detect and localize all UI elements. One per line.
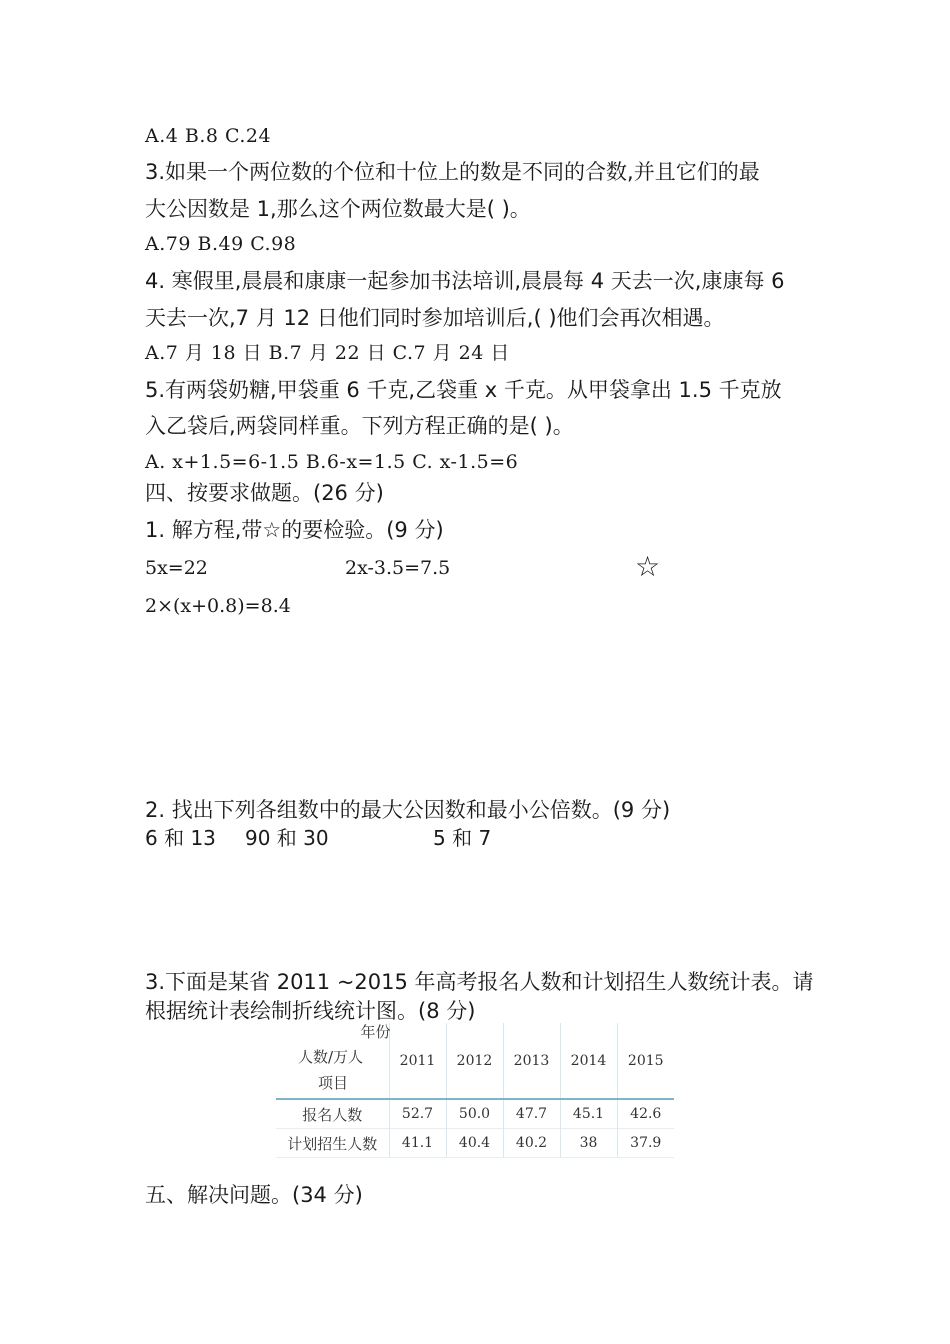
year-header-cell: 2012 xyxy=(446,1023,503,1099)
table-cell: 38 xyxy=(560,1129,617,1158)
table-cell: 42.6 xyxy=(617,1099,674,1129)
q5-options: A. x+1.5=6-1.5 B.6-x=1.5 C. x-1.5=6 xyxy=(145,451,519,473)
row-label: 报名人数 xyxy=(276,1099,389,1129)
year-header-cell: 2011 xyxy=(389,1023,446,1099)
table-corner-cell xyxy=(276,1023,389,1099)
table-cell: 45.1 xyxy=(560,1099,617,1129)
section4-part2-title: 2. 找出下列各组数中的最大公因数和最小公倍数。(9 分) xyxy=(145,798,671,822)
number-pair-3: 5 和 7 xyxy=(433,826,492,850)
number-pair-2: 90 和 30 xyxy=(245,826,329,850)
table-cell: 50.0 xyxy=(446,1099,503,1129)
star-icon: ☆ xyxy=(635,550,661,583)
q3-options: A.79 B.49 C.98 xyxy=(145,233,297,255)
q3-line2: 大公因数是 1,那么这个两位数最大是( )。 xyxy=(145,197,531,221)
table-cell: 47.7 xyxy=(503,1099,560,1129)
table-cell: 40.2 xyxy=(503,1129,560,1158)
q5-line1: 5.有两袋奶糖,甲袋重 6 千克,乙袋重 x 千克。从甲袋拿出 1.5 千克放 xyxy=(145,378,782,402)
table-row xyxy=(276,1129,674,1158)
section4-part3-line2: 根据统计表绘制折线统计图。(8 分) xyxy=(145,999,476,1023)
q4-options: A.7 月 18 日 B.7 月 22 日 C.7 月 24 日 xyxy=(145,342,510,364)
row-label: 计划招生人数 xyxy=(276,1129,389,1158)
q3-line1: 3.如果一个两位数的个位和十位上的数是不同的合数,并且它们的最 xyxy=(145,160,760,184)
q2-options: A.4 B.8 C.24 xyxy=(145,125,272,147)
table-cell: 37.9 xyxy=(617,1129,674,1158)
q4-line1: 4. 寒假里,晨晨和康康一起参加书法培训,晨晨每 4 天去一次,康康每 6 xyxy=(145,269,785,293)
statistics-table xyxy=(276,1023,674,1158)
table-cell: 52.7 xyxy=(389,1099,446,1129)
table-row xyxy=(276,1099,674,1129)
q5-line2: 入乙袋后,两袋同样重。下列方程正确的是( )。 xyxy=(145,414,574,438)
section4-part3-line1: 3.下面是某省 2011 ~2015 年高考报名人数和计划招生人数统计表。请 xyxy=(145,970,814,994)
year-header-cell: 2013 xyxy=(503,1023,560,1099)
equation-1: 5x=22 xyxy=(145,557,208,579)
header-year-label: 年份 xyxy=(360,1023,391,1041)
header-unit-label: 人数/万人 xyxy=(298,1048,364,1066)
table-header-row xyxy=(276,1023,674,1099)
year-header-cell: 2015 xyxy=(617,1023,674,1099)
q4-line2: 天去一次,7 月 12 日他们同时参加培训后,( )他们会再次相遇。 xyxy=(145,306,725,330)
equation-2: 2x-3.5=7.5 xyxy=(345,557,451,579)
equation-3: 2×(x+0.8)=8.4 xyxy=(145,595,291,617)
table-cell: 41.1 xyxy=(389,1129,446,1158)
table-cell: 40.4 xyxy=(446,1129,503,1158)
section5-title: 五、解决问题。(34 分) xyxy=(145,1183,363,1207)
section4-part1-title: 1. 解方程,带☆的要检验。(9 分) xyxy=(145,518,444,542)
number-pair-1: 6 和 13 xyxy=(145,826,216,850)
section4-title: 四、按要求做题。(26 分) xyxy=(145,481,384,505)
year-header-cell: 2014 xyxy=(560,1023,617,1099)
header-item-label: 项目 xyxy=(318,1074,349,1092)
